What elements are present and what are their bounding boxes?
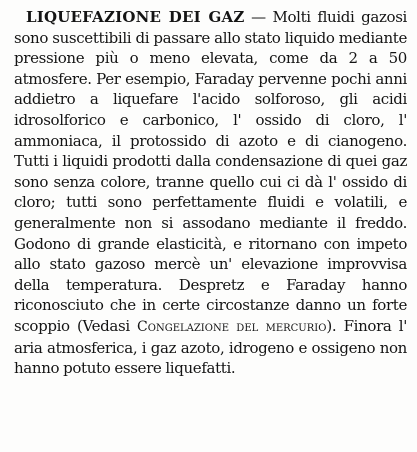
cross-reference: Congelazione del mercurio xyxy=(137,318,327,335)
article-headword: LIQUEFAZIONE DEI GAZ xyxy=(26,8,245,26)
article-body-part2: ). Finora l' aria atmosferica, i gaz azoto, idrogeno e ossigeno non hanno potuto essere liquefatti. xyxy=(14,316,408,378)
article-body-part1: — Molti fluidi gazosi sono suscettibili di passare allo stato liquido mediante pressione più o meno elevata, come da 2 a 50 atmosfere. Per esempio, Faraday pervenne pochi anni addietro a liquefare l'acido solforoso, gli acidi idrosolforico e carbonico, l' ossido di cloro, l' ammoniaca, il protossido di azoto e di cianogeno. Tutti i liquidi prodotti dalla condensazione di quei gaz sono senza colore, tranne quello cui ci dà l' ossido di cloro; tutti sono perfettamente fluidi e volatili, e generalmente non si assodano mediante il freddo. Godono di grande elasticità, e ritornano con impeto allo stato gazoso mercè un' elevazione improvvisa della temperatura. Despretz e Faraday hanno riconosciuto che in certe circostanze danno un forte scoppio (Vedasi xyxy=(14,8,407,335)
article-liquefazione-dei-gaz xyxy=(14,7,407,379)
